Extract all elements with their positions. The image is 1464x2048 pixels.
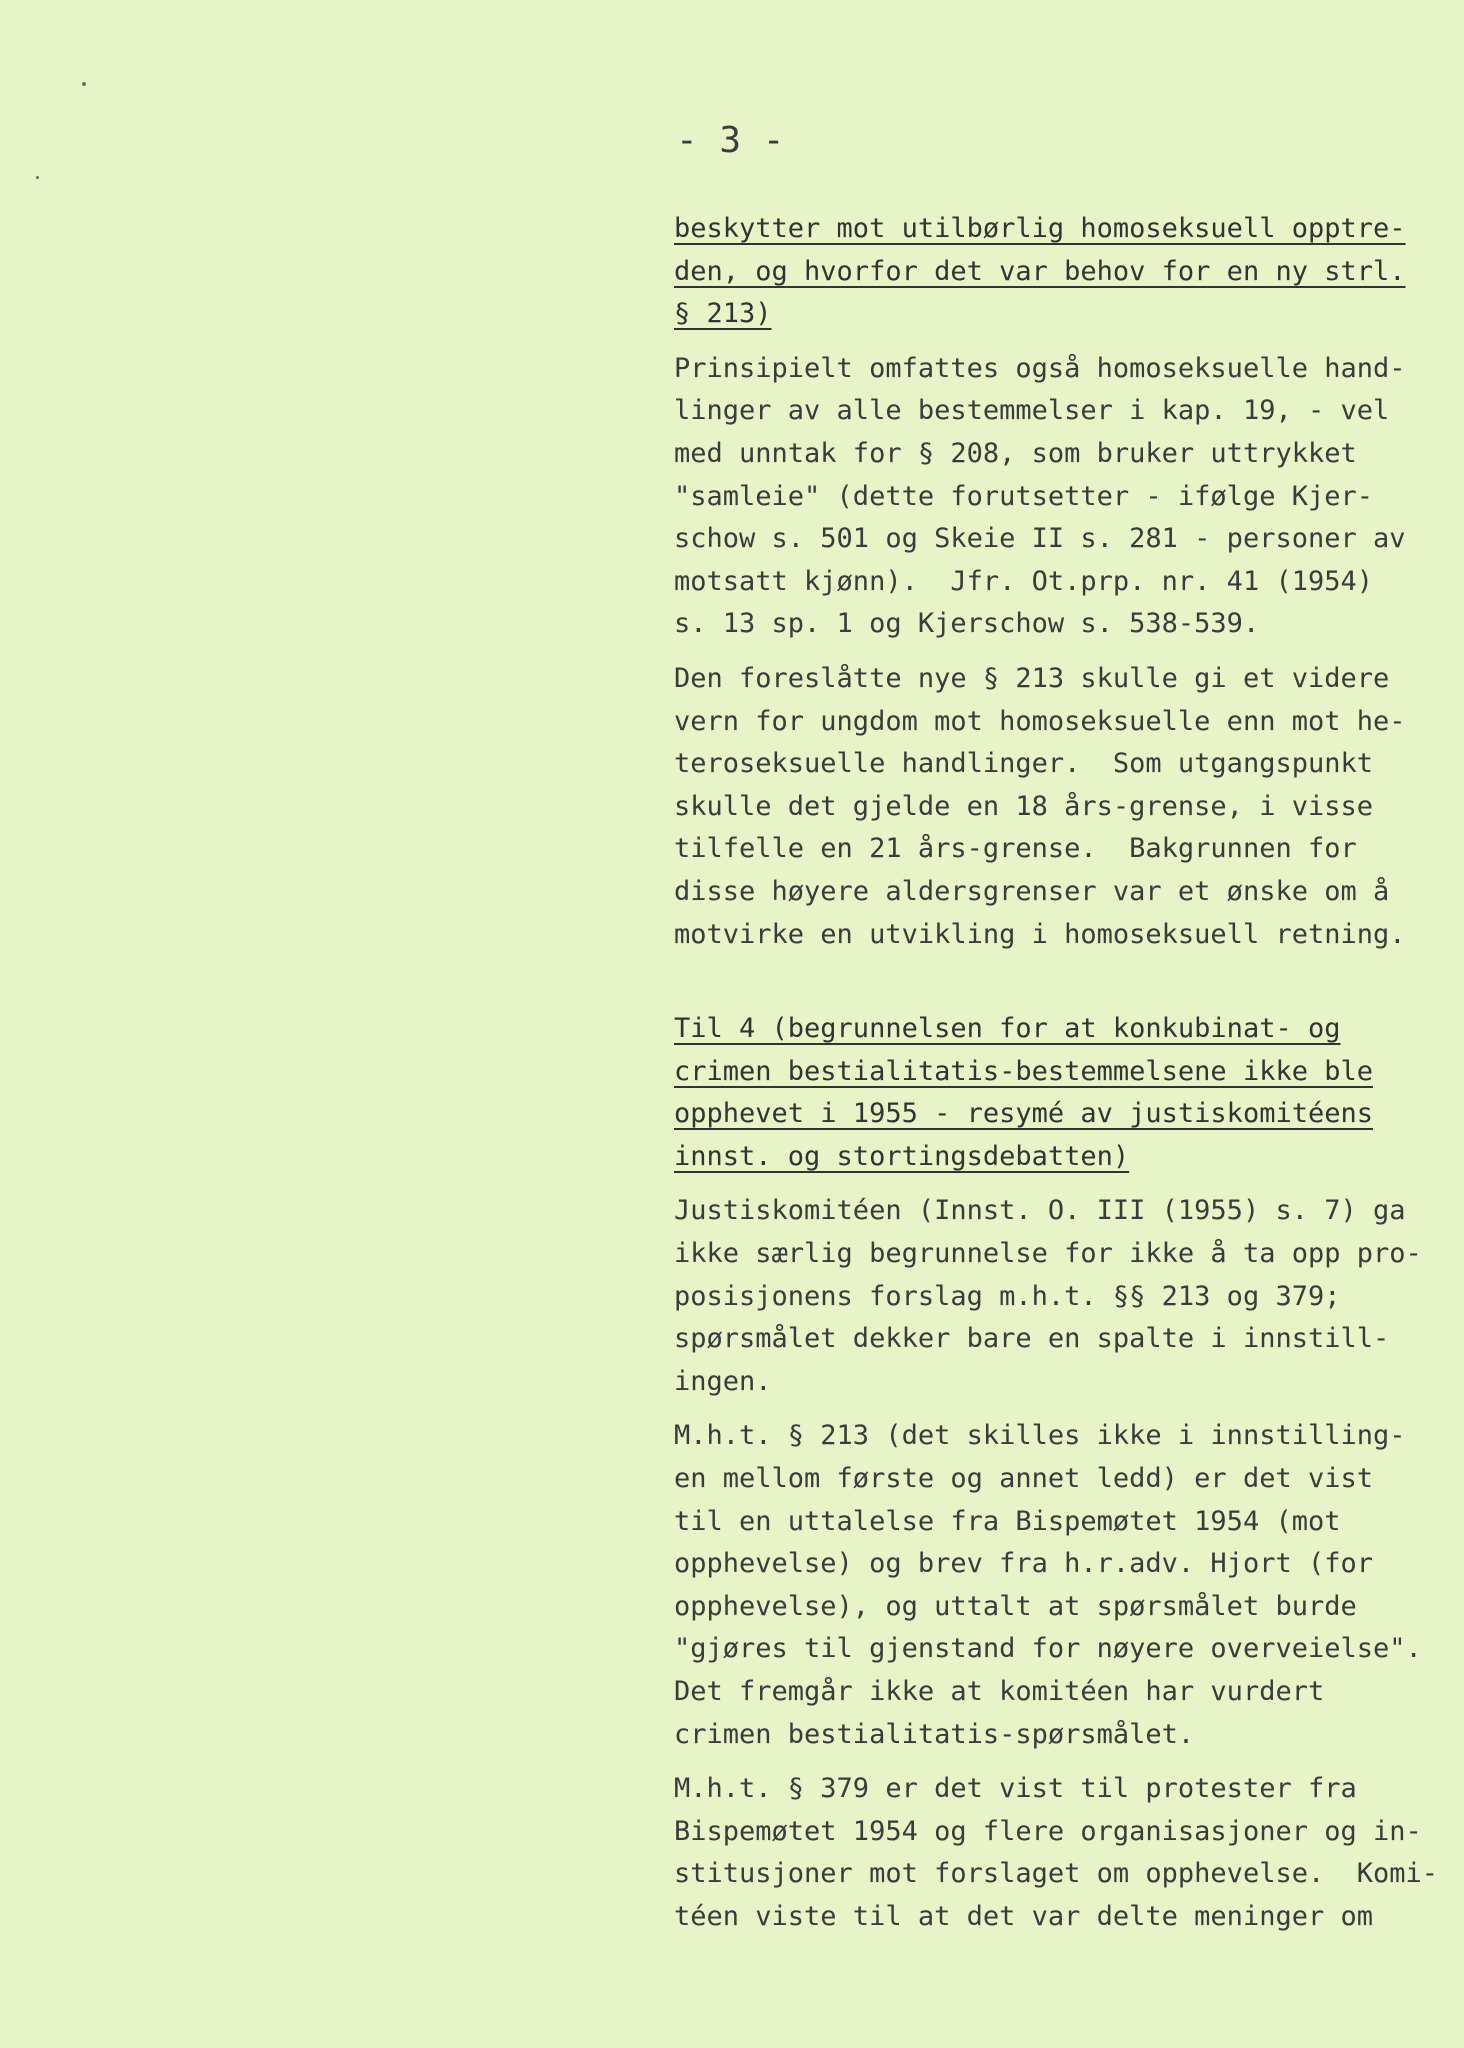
text-line: motsatt kjønn). Jfr. Ot.prp. nr. 41 (1954) [674, 565, 1373, 597]
text-line: ikke særlig begrunnelse for ikke å ta opp pro- [674, 1238, 1422, 1270]
text-line: den, og hvorfor det var behov for en ny strl. [674, 255, 1406, 287]
text-line: Det fremgår ikke at komitéen har vurdert [674, 1676, 1325, 1707]
section-heading [674, 1008, 1444, 1178]
page-number: - 3 - [676, 120, 785, 161]
text-line: schow s. 501 og Skeie II s. 281 - personer av [674, 523, 1406, 555]
paper-speck [36, 176, 39, 179]
text-line: disse høyere aldersgrenser var et ønske om å [674, 875, 1390, 907]
text-line: posisjonens forslag m.h.t. §§ 213 og 379; [674, 1280, 1341, 1312]
text-line: M.h.t. § 213 (det skilles ikke i innstilling- [674, 1420, 1406, 1452]
paragraph [674, 1415, 1444, 1756]
text-line: motvirke en utvikling i homoseksuell retning. [674, 918, 1406, 950]
paragraph [674, 1190, 1444, 1403]
paragraph [674, 1768, 1444, 1938]
text-line: Den foreslåtte nye § 213 skulle gi et videre [674, 662, 1390, 694]
text-line: skulle det gjelde en 18 års-grense, i visse [674, 790, 1373, 822]
text-line: en mellom første og annet ledd) er det vist [674, 1463, 1373, 1495]
text-line: "gjøres til gjenstand for nøyere overveielse". [674, 1633, 1422, 1665]
text-line: ingen. [674, 1365, 772, 1397]
paragraph [674, 348, 1444, 646]
text-line: opphevelse), og uttalt at spørsmålet burde [674, 1590, 1357, 1622]
section-heading-continued [674, 208, 1444, 336]
text-line: "samleie" (dette forutsetter - ifølge Kjer- [674, 480, 1373, 512]
text-line: Bispemøtet 1954 og flere organisasjoner og in- [674, 1815, 1422, 1847]
text-line: teroseksuelle handlinger. Som utgangspunkt [674, 748, 1373, 780]
text-line: beskytter mot utilbørlig homoseksuell opptre- [674, 213, 1406, 244]
text-line: s. 13 sp. 1 og Kjerschow s. 538-539. [674, 608, 1260, 640]
text-line: tilfelle en 21 års-grense. Bakgrunnen for [674, 833, 1357, 865]
text-line: med unntak for § 208, som bruker uttrykket [674, 437, 1357, 469]
text-line: téen viste til at det var delte meninger om [674, 1900, 1373, 1932]
text-line: crimen bestialitatis-spørsmålet. [674, 1718, 1195, 1750]
text-line: stitusjoner mot forslaget om opphevelse. Komi- [674, 1858, 1439, 1890]
text-line: til en uttalelse fra Bispemøtet 1954 (mot [674, 1505, 1341, 1537]
text-line: linger av alle bestemmelser i kap. 19, - vel [674, 395, 1390, 427]
text-line: spørsmålet dekker bare en spalte i innstill- [674, 1323, 1390, 1355]
text-line: innst. og stortingsdebatten) [674, 1140, 1130, 1172]
text-line: opphevelse) og brev fra h.r.adv. Hjort (for [674, 1548, 1373, 1580]
paper-speck [82, 82, 86, 86]
text-line: Justiskomitéen (Innst. O. III (1955) s. 7) ga [674, 1195, 1406, 1227]
section-gap [674, 968, 1444, 1008]
text-line: M.h.t. § 379 er det vist til protester fra [674, 1773, 1357, 1805]
text-line: opphevet i 1955 - resymé av justiskomitéens [674, 1098, 1373, 1130]
text-line: Til 4 (begrunnelsen for at konkubinat- og [674, 1013, 1341, 1045]
text-line: Prinsipielt omfattes også homoseksuelle hand- [674, 352, 1406, 384]
paragraph [674, 658, 1444, 956]
text-column [674, 208, 1444, 1951]
text-line: vern for ungdom mot homoseksuelle enn mot he- [674, 705, 1406, 737]
text-line: § 213) [674, 298, 772, 330]
text-line: crimen bestialitatis-bestemmelsene ikke ble [674, 1055, 1373, 1087]
